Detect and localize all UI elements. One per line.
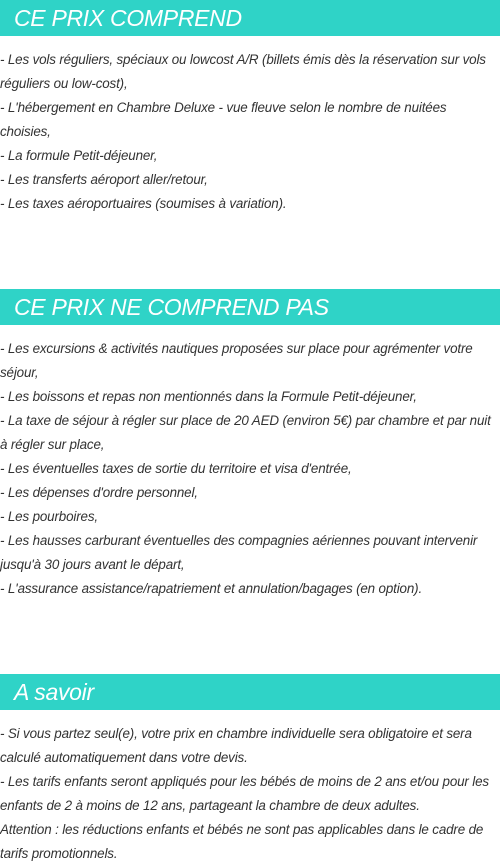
section-heading-included: CE PRIX COMPREND (0, 0, 500, 36)
list-item: - Les taxes aéroportuaires (soumises à variation). (0, 196, 287, 211)
list-item: - Les excursions & activités nautiques proposées sur place pour agrémenter votre séjour, (0, 341, 473, 380)
section-not-included (0, 289, 500, 601)
list-item: - Les transferts aéroport aller/retour, (0, 172, 208, 187)
list-item: Attention : les réductions enfants et bébés ne sont pas applicables dans le cadre de tarifs promotionnels. (0, 822, 484, 861)
section-heading-not-included: CE PRIX NE COMPREND PAS (0, 289, 500, 325)
list-item: - Les tarifs enfants seront appliqués pour les bébés de moins de 2 ans et/ou pour les enfants de 2 à moins de 12 ans, partageant la chambre de deux adultes. (0, 774, 489, 813)
included-list (0, 48, 500, 216)
list-item: - La formule Petit-déjeuner, (0, 148, 158, 163)
list-item: - Les éventuelles taxes de sortie du territoire et visa d'entrée, (0, 461, 352, 476)
list-item: - Les hausses carburant éventuelles des compagnies aériennes pouvant intervenir jusqu'à 30 jours avant le départ, (0, 533, 478, 572)
list-item: - L'hébergement en Chambre Deluxe - vue fleuve selon le nombre de nuitées choisies, (0, 100, 447, 139)
good-to-know-list (0, 722, 500, 866)
list-item: - Les boissons et repas non mentionnés dans la Formule Petit-déjeuner, (0, 389, 417, 404)
list-item: - L'assurance assistance/rapatriement et annulation/bagages (en option). (0, 581, 423, 596)
not-included-list (0, 337, 500, 601)
list-item: - Les pourboires, (0, 509, 98, 524)
list-item: - La taxe de séjour à régler sur place de 20 AED (environ 5€) par chambre et par nuit à régler sur place, (0, 413, 491, 452)
section-heading-good-to-know: A savoir (0, 674, 500, 710)
section-included (0, 0, 500, 216)
section-good-to-know (0, 674, 500, 866)
list-item: - Si vous partez seul(e), votre prix en chambre individuelle sera obligatoire et sera calculé automatiquement dans votre devis. (0, 726, 472, 765)
list-item: - Les vols réguliers, spéciaux ou lowcost A/R (billets émis dès la réservation sur vols réguliers ou low-cost), (0, 52, 486, 91)
list-item: - Les dépenses d'ordre personnel, (0, 485, 198, 500)
